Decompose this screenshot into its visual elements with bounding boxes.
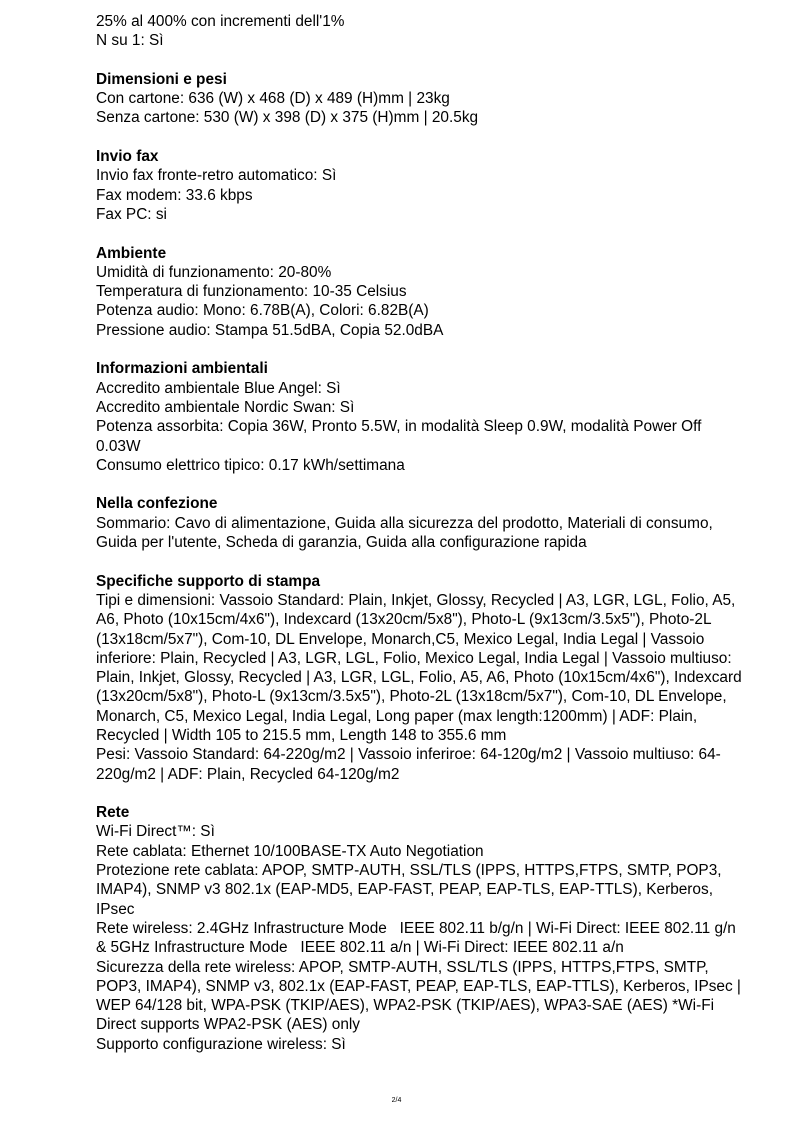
section-environmental-info xyxy=(96,359,746,475)
section-title: Rete xyxy=(96,804,130,822)
section-title: Dimensioni e pesi xyxy=(96,70,227,88)
spec-line: Umidità di funzionamento: 20-80% xyxy=(96,263,332,281)
intro-block xyxy=(96,12,746,51)
spec-line: Sommario: Cavo di alimentazione, Guida alla sicurezza del prodotto, Materiali di consumo, Guida per l'utente, Scheda di garanzia, Guida alla configurazione rapida xyxy=(96,514,718,552)
spec-line: Supporto configurazione wireless: Sì xyxy=(96,1035,346,1053)
section-network xyxy=(96,803,746,1054)
section-dimensions-weights xyxy=(96,70,746,128)
section-title: Ambiente xyxy=(96,244,167,262)
spec-line: Accredito ambientale Blue Angel: Sì xyxy=(96,379,341,397)
page-number: 2/4 xyxy=(391,1097,402,1104)
spec-line: Protezione rete cablata: APOP, SMTP-AUTH, SSL/TLS (IPPS, HTTPS,FTPS, SMTP, POP3, IMAP4), SNMP v3 802.1x (EAP-MD5, EAP-FAST, PEAP, EAP-TLS, EAP-TTLS), Kerberos, IPsec xyxy=(96,862,726,918)
spec-line: Rete cablata: Ethernet 10/100BASE-TX Auto Negotiation xyxy=(96,842,484,860)
section-title: Informazioni ambientali xyxy=(96,360,268,378)
section-title: Specifiche supporto di stampa xyxy=(96,572,321,590)
spec-line: Con cartone: 636 (W) x 468 (D) x 489 (H)mm | 23kg xyxy=(96,90,450,108)
spec-line: Pressione audio: Stampa 51.5dBA, Copia 52.0dBA xyxy=(96,321,444,339)
spec-line: Temperatura di funzionamento: 10-35 Celsius xyxy=(96,283,407,301)
section-title: Invio fax xyxy=(96,148,159,166)
spec-line: Potenza assorbita: Copia 36W, Pronto 5.5W, in modalità Sleep 0.9W, modalità Power Off 0.03W xyxy=(96,418,706,455)
spec-line: Accredito ambientale Nordic Swan: Sì xyxy=(96,398,355,416)
spec-line: Pesi: Vassoio Standard: 64-220g/m2 | Vassoio inferiroe: 64-120g/m2 | Vassoio multiuso: 64-220g/m2 | ADF: Plain, Recycled 64-120g/m2 xyxy=(96,746,721,783)
section-print-media xyxy=(96,572,746,784)
spec-line: Rete wireless: 2.4GHz Infrastructure Mode IEEE 802.11 b/g/n | Wi-Fi Direct: IEEE 802.11 g/n & 5GHz Infrastructure Mode IEEE 802.11 a/n | Wi-Fi Direct: IEEE 802.11 a/n xyxy=(96,919,741,957)
spec-line: Fax PC: si xyxy=(96,205,167,223)
intro-line: N su 1: Sì xyxy=(96,32,164,50)
spec-line: Invio fax fronte-retro automatico: Sì xyxy=(96,167,337,185)
spec-line: Potenza audio: Mono: 6.78B(A), Colori: 6.82B(A) xyxy=(96,302,429,320)
document-page xyxy=(96,12,746,1054)
spec-line: Wi-Fi Direct™: Sì xyxy=(96,823,215,841)
intro-line: 25% al 400% con incrementi dell'1% xyxy=(96,13,345,30)
spec-line: Fax modem: 33.6 kbps xyxy=(96,186,253,204)
spec-line: Tipi e dimensioni: Vassoio Standard: Plain, Inkjet, Glossy, Recycled | A3, LGR, LGL, Folio, A5, A6, Photo (10x15cm/4x6"), Indexcard (13x20cm/5x8"), Photo-L (9x13cm/3.5x5"), Photo-2L (13x18cm/5x7"), Com-10, DL Envelope, Monarch,C5, Mexico Legal, India Legal | Vassoio inferiore: Plain, Recycled | A3, LGR, LGL, Folio, Mexico Legal, India Legal | Vassoio multiuso: Plain, Inkjet, Glossy, Recycled | A3, LGR, LGL, Folio, A5, A6, Photo (10x15cm/4x6"), Indexcard (13x20cm/5x8"), Photo-L (9x13cm/3.5x5"), Photo-2L (13x18cm/5x7"), Com-10, DL Envelope, Monarch, C5, Mexico Legal, India Legal, Long paper (max length:1200mm) | ADF: Plain, Recycled | Width 105 to 215.5 mm, Length 148 to 355.6 mm xyxy=(96,591,746,744)
spec-line: Senza cartone: 530 (W) x 398 (D) x 375 (H)mm | 20.5kg xyxy=(96,109,479,127)
section-in-the-box xyxy=(96,494,746,552)
spec-line: Consumo elettrico tipico: 0.17 kWh/settimana xyxy=(96,456,405,474)
section-title: Nella confezione xyxy=(96,495,218,513)
section-environment xyxy=(96,244,746,340)
section-fax xyxy=(96,147,746,224)
spec-line: Sicurezza della rete wireless: APOP, SMTP-AUTH, SSL/TLS (IPPS, HTTPS,FTPS, SMTP, POP3, IMAP4), SNMP v3, 802.1x (EAP-FAST, PEAP, EAP-TLS, EAP-TTLS), Kerberos, IPsec | WEP 64/128 bit, WPA-PSK (TKIP/AES), WPA2-PSK (TKIP/AES), WPA3-SAE (AES) *Wi-Fi Direct supports WPA2-PSK (AES) only xyxy=(96,958,746,1034)
